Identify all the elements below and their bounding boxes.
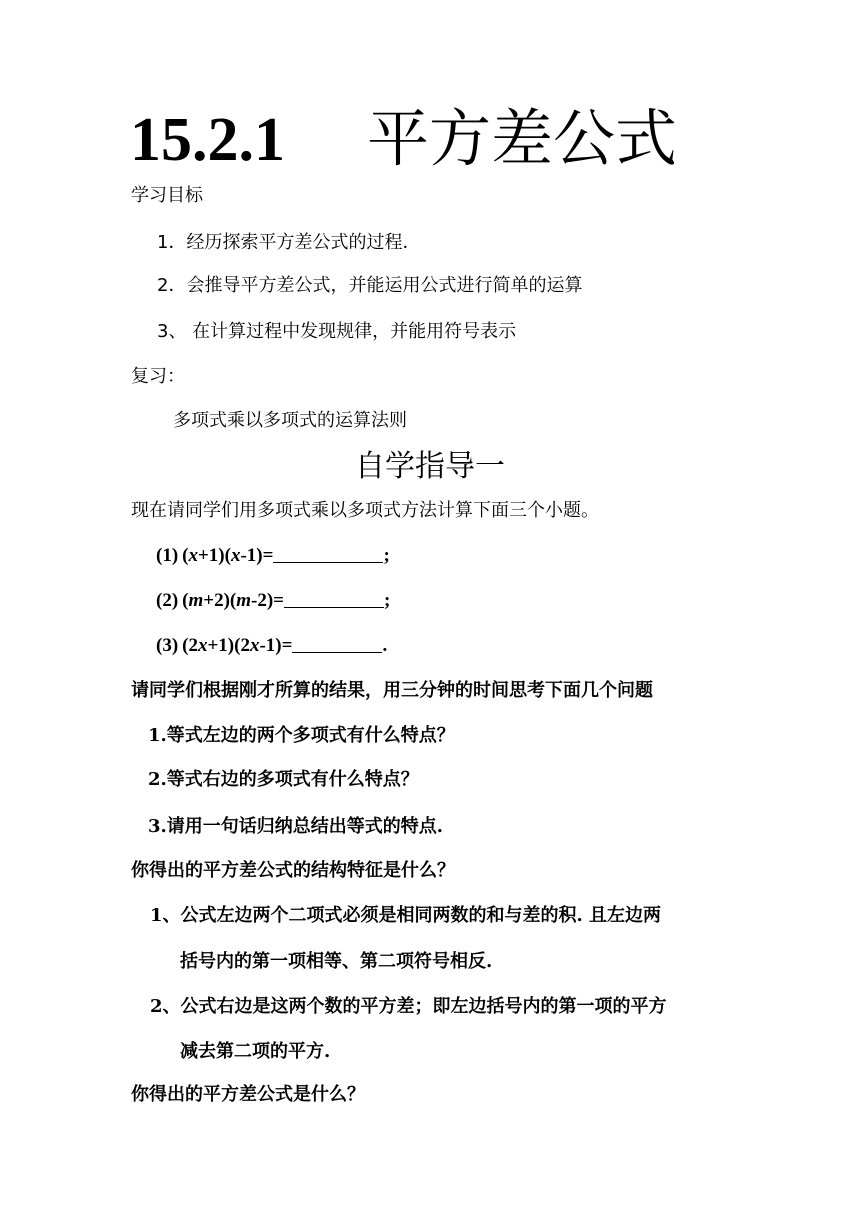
guide-prompt: 请同学们根据刚才所算的结果，用三分钟的时间思考下面几个问题: [131, 680, 653, 701]
review-text: 多项式乘以多项式的运算法则: [173, 410, 407, 431]
structure-question: 你得出的平方差公式的结构特征是什么？: [131, 860, 455, 881]
question-3: 3.请用一句话归纳总结出等式的特点.: [148, 816, 444, 837]
page-title: [130, 104, 677, 175]
structure-point-1-line-1: 1、公式左边两个二项式必须是相同两数的和与差的积. 且左边两: [150, 905, 662, 926]
structure-point-1-line-2: 括号内的第一项相等、第二项符号相反.: [180, 951, 493, 972]
answer-blank-1[interactable]: [273, 544, 383, 563]
exercise-3: (3) (2x+1)(2x-1)= .: [156, 635, 388, 656]
objective-item-2: 2．会推导平方差公式，并能运用公式进行简单的运算: [157, 275, 583, 296]
answer-blank-3[interactable]: [292, 634, 382, 653]
section-title: 平方差公式: [367, 102, 678, 175]
final-question: 你得出的平方差公式是什么？: [131, 1084, 365, 1105]
section-number: 15.2.1: [130, 106, 285, 174]
structure-point-2-line-1: 2、公式右边是这两个数的平方差；即左边括号内的第一项的平方: [150, 996, 667, 1017]
guide-heading: 自学指导一: [355, 449, 505, 484]
answer-blank-2[interactable]: [284, 589, 384, 608]
review-heading: 复习：: [131, 366, 185, 387]
guide-intro: 现在请同学们用多项式乘以多项式方法计算下面三个小题。: [131, 500, 599, 521]
structure-point-2-line-2: 减去第二项的平方.: [180, 1041, 331, 1062]
exercise-1: (1) (x+1)(x-1)= ;: [156, 545, 390, 566]
objective-item-3: 3、 在计算过程中发现规律，并能用符号表示: [157, 321, 517, 342]
question-2: 2.等式右边的多项式有什么特点？: [148, 769, 419, 790]
objective-item-1: 1．经历探索平方差公式的过程．: [157, 232, 421, 253]
objectives-heading: 学习目标: [131, 185, 203, 206]
exercise-2: (2) (m+2)(m-2)= ;: [156, 590, 391, 611]
question-1: 1.等式左边的两个多项式有什么特点？: [148, 725, 455, 746]
